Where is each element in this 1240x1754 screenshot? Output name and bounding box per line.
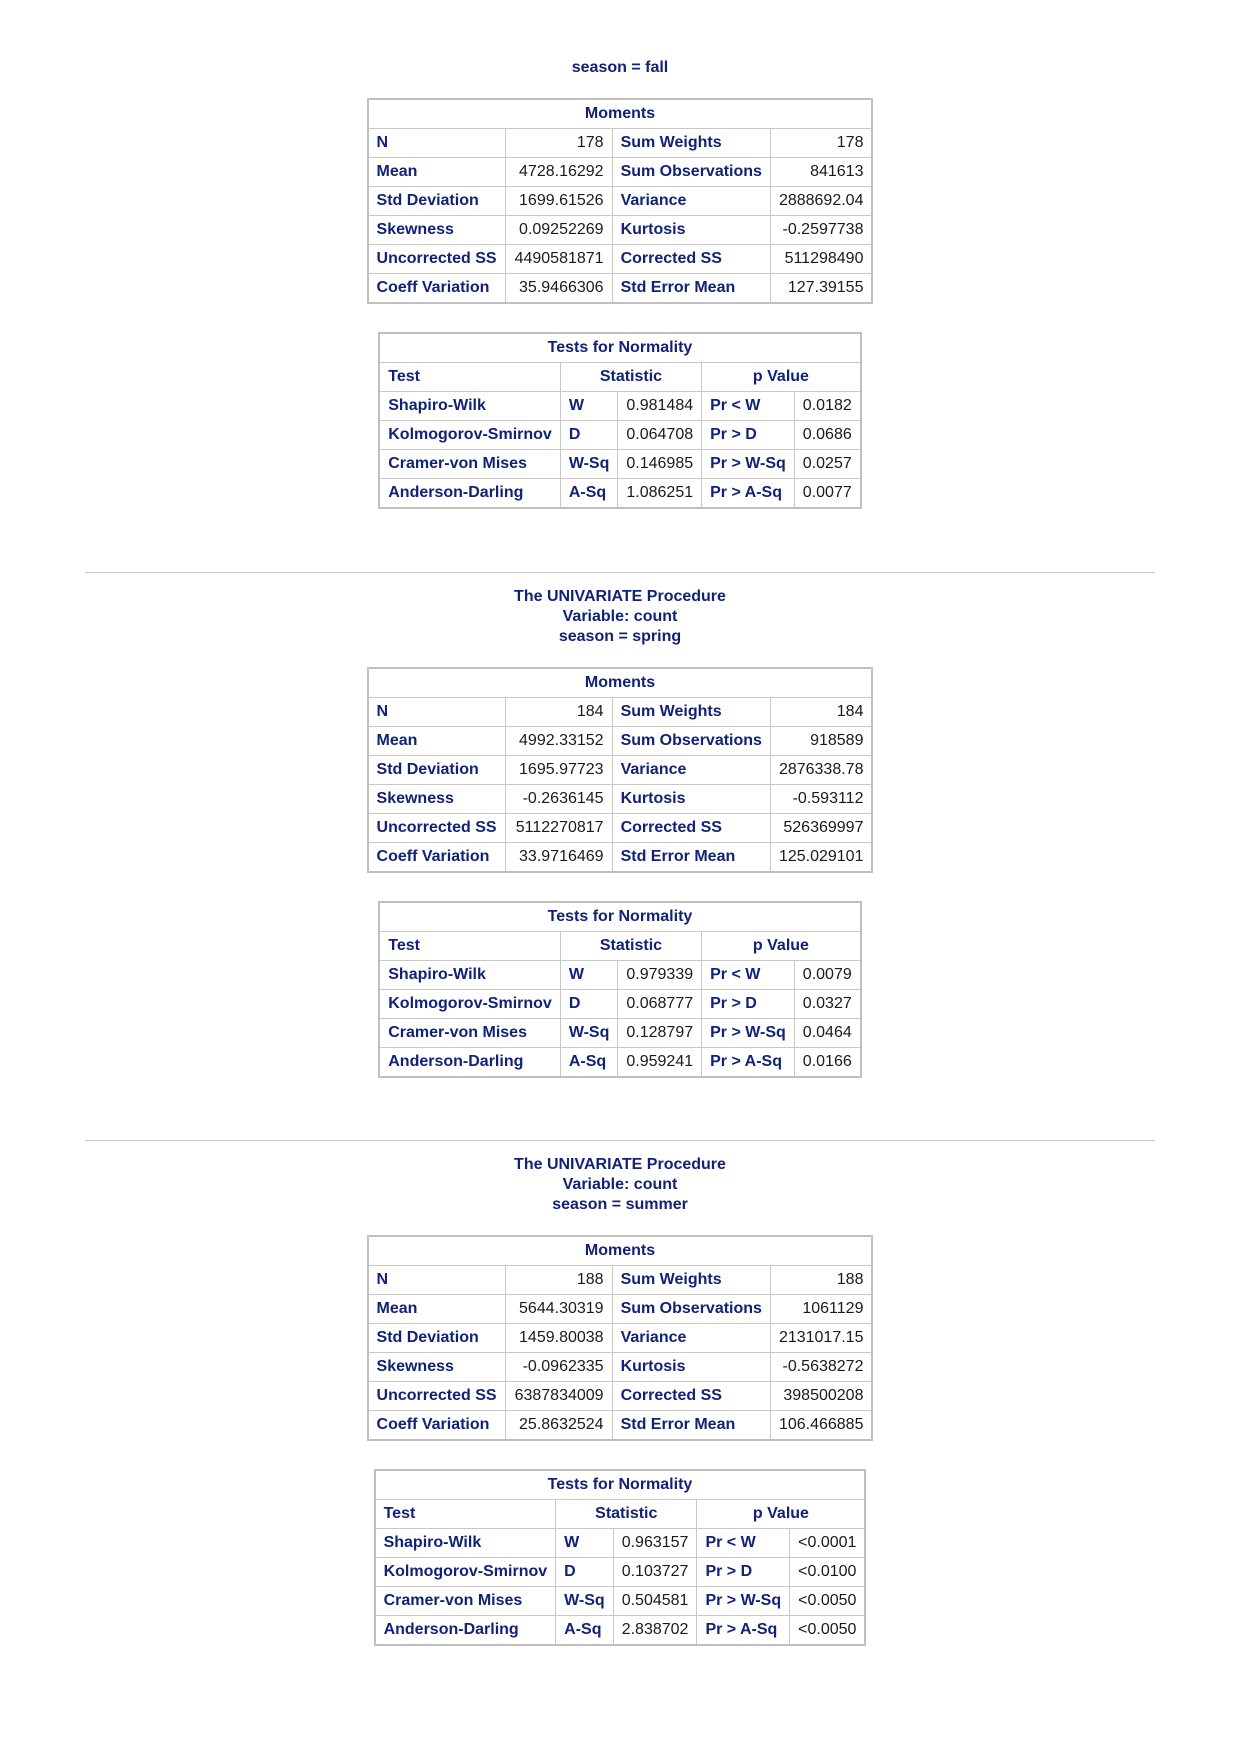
table-row: Shapiro-Wilk W 0.981484 Pr < W 0.0182 [379, 392, 860, 421]
moments-table [367, 667, 874, 873]
table-row: Shapiro-Wilk W 0.963157 Pr < W <0.0001 [375, 1529, 866, 1558]
normality-title: Tests for Normality [379, 333, 860, 363]
procedure-header [0, 587, 1240, 647]
section-summer [0, 1155, 1240, 1646]
by-group-label: season = spring [558, 628, 682, 645]
table-row: N 184 Sum Weights 184 [368, 698, 873, 727]
by-group-header [0, 58, 1240, 78]
normality-table [378, 901, 861, 1078]
table-row: Uncorrected SS 6387834009 Corrected SS 398500208 [368, 1382, 873, 1411]
section-spring [0, 587, 1240, 1078]
table-row: Anderson-Darling A-Sq 0.959241 Pr > A-Sq 0.0166 [379, 1048, 860, 1078]
table-row: N 178 Sum Weights 178 [368, 129, 873, 158]
table-row: Skewness -0.0962335 Kurtosis -0.5638272 [368, 1353, 873, 1382]
table-row: Coeff Variation 35.9466306 Std Error Mean 127.39155 [368, 274, 873, 304]
table-row: Anderson-Darling A-Sq 1.086251 Pr > A-Sq 0.0077 [379, 479, 860, 509]
procedure-title: The UNIVARIATE Procedure [514, 588, 726, 605]
table-row: Anderson-Darling A-Sq 2.838702 Pr > A-Sq <0.0050 [375, 1616, 866, 1646]
table-row: Shapiro-Wilk W 0.979339 Pr < W 0.0079 [379, 961, 860, 990]
table-row: Skewness -0.2636145 Kurtosis -0.593112 [368, 785, 873, 814]
moments-table [367, 1235, 874, 1441]
table-row: Std Deviation 1695.97723 Variance 2876338.78 [368, 756, 873, 785]
table-row: Kolmogorov-Smirnov D 0.064708 Pr > D 0.0686 [379, 421, 860, 450]
table-row: Kolmogorov-Smirnov D 0.068777 Pr > D 0.0327 [379, 990, 860, 1019]
procedure-header [0, 1155, 1240, 1215]
moments-title: Moments [368, 1236, 873, 1266]
table-row: Coeff Variation 33.9716469 Std Error Mean 125.029101 [368, 843, 873, 873]
table-row: Kolmogorov-Smirnov D 0.103727 Pr > D <0.0100 [375, 1558, 866, 1587]
moments-title: Moments [368, 99, 873, 129]
table-row: Mean 4728.16292 Sum Observations 841613 [368, 158, 873, 187]
table-row: Cramer-von Mises W-Sq 0.128797 Pr > W-Sq 0.0464 [379, 1019, 860, 1048]
table-row: Uncorrected SS 4490581871 Corrected SS 511298490 [368, 245, 873, 274]
table-header-row: Test Statistic p Value [379, 932, 860, 961]
normality-table [374, 1469, 867, 1646]
page-divider [85, 572, 1155, 573]
normality-title: Tests for Normality [379, 902, 860, 932]
normality-table [378, 332, 861, 509]
normality-title: Tests for Normality [375, 1470, 866, 1500]
moments-title: Moments [368, 668, 873, 698]
table-row: Coeff Variation 25.8632524 Std Error Mean 106.466885 [368, 1411, 873, 1441]
table-row: Mean 5644.30319 Sum Observations 1061129 [368, 1295, 873, 1324]
table-row: Mean 4992.33152 Sum Observations 918589 [368, 727, 873, 756]
section-fall [0, 58, 1240, 509]
by-group-label: season = summer [552, 1196, 688, 1213]
by-group-label: season = fall [571, 59, 669, 76]
variable-label: Variable: count [562, 608, 678, 625]
table-row: Cramer-von Mises W-Sq 0.146985 Pr > W-Sq 0.0257 [379, 450, 860, 479]
table-row: N 188 Sum Weights 188 [368, 1266, 873, 1295]
table-row: Skewness 0.09252269 Kurtosis -0.2597738 [368, 216, 873, 245]
table-row: Std Deviation 1699.61526 Variance 2888692.04 [368, 187, 873, 216]
table-row: Std Deviation 1459.80038 Variance 2131017.15 [368, 1324, 873, 1353]
table-row: Cramer-von Mises W-Sq 0.504581 Pr > W-Sq <0.0050 [375, 1587, 866, 1616]
table-header-row: Test Statistic p Value [375, 1500, 866, 1529]
table-row: Uncorrected SS 5112270817 Corrected SS 526369997 [368, 814, 873, 843]
table-header-row: Test Statistic p Value [379, 363, 860, 392]
procedure-title: The UNIVARIATE Procedure [514, 1156, 726, 1173]
page-divider [85, 1140, 1155, 1141]
variable-label: Variable: count [562, 1176, 678, 1193]
moments-table [367, 98, 874, 304]
